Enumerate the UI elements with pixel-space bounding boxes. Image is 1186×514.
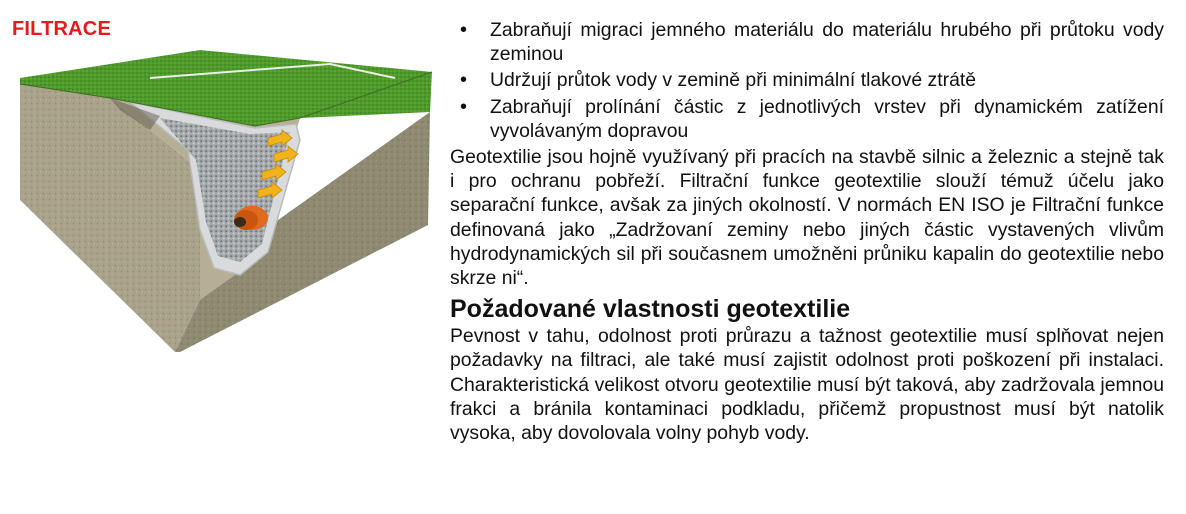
soil-cross-section-illustration <box>0 0 440 514</box>
paragraph-filtration: Geotextilie jsou hojně využívaný při pracích na stavbě silnic a železnic a stejně tak i pro ochranu pobřeží. Filtrační funkce geotextilie slouží témuž účelu jako separační funkce, avšak za jiných okolností. V normách EN ISO je Filtrační funkce definovaná jako „Zadržovaní zeminy nebo jiných částic vystavených vlivům hydrodynamických sil při současnem umožněni průniku kapalin do geotextilie nebo skrze ni“. <box>450 146 1164 290</box>
filtration-illustration <box>0 0 440 514</box>
section-heading: Požadované vlastnosti geotextilie <box>450 295 851 324</box>
paragraph-requirements: Pevnost v tahu, odolnost proti průrazu a tažnost geotextilie musí splňovat nejen požadavky na filtraci, ale také musí zajistit odolnost proti poškození při instalaci. Charakteristická velikost otvoru geotextilie musí být taková, aby zadržovala jemnou frakci a bránila kontaminaci podkladu, přičemž propustnost musí být natolik vysoka, aby dovolovala volny pohyb vody. <box>450 325 1164 445</box>
bullet-item: • Zabraňují migraci jemného materiálu do materiálu hrubého při průtoku vody zeminou <box>450 18 1164 66</box>
text-column <box>450 18 1164 445</box>
bullet-list <box>450 18 1164 143</box>
section-label: FILTRACE <box>12 18 111 40</box>
bullet-item: • Udržují průtok vody v zemině při minimální tlakové ztrátě <box>450 68 1164 92</box>
bullet-item: • Zabraňují prolínání částic z jednotlivých vrstev při dynamickém zatížení vyvolávaným dopravou <box>450 95 1164 143</box>
